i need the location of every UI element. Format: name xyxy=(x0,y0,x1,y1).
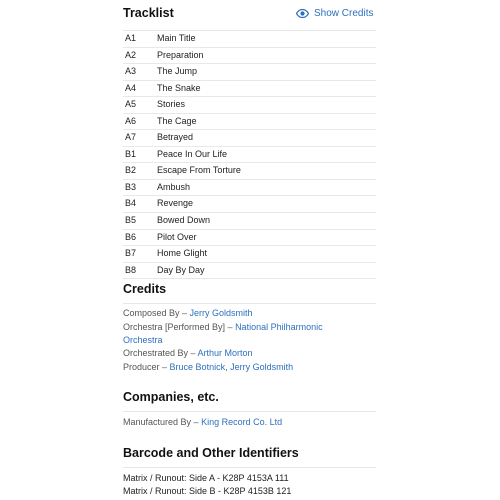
credit-orchestra xyxy=(123,321,383,334)
track-title: Main Title xyxy=(157,33,196,43)
track-title: The Cage xyxy=(157,115,197,126)
track-row xyxy=(123,180,376,197)
credit-composed-by xyxy=(123,307,383,320)
artist-link[interactable]: National Philharmonic xyxy=(235,322,323,332)
credit-orchestrated-by xyxy=(123,347,383,360)
track-row xyxy=(123,196,376,213)
track-position: B3 xyxy=(125,181,137,192)
track-title: Revenge xyxy=(157,198,194,209)
credit-separator: – xyxy=(225,322,236,332)
track-position: A2 xyxy=(125,49,137,60)
company-role: Manufactured By xyxy=(123,417,192,427)
credit-role: Producer xyxy=(123,362,160,372)
artist-comma: , xyxy=(225,362,231,372)
track-position: B5 xyxy=(125,215,137,226)
track-title: The Jump xyxy=(157,66,198,77)
eye-icon xyxy=(296,9,309,18)
track-title: Peace In Our Life xyxy=(157,148,228,159)
track-position: B1 xyxy=(125,148,137,159)
track-position: A6 xyxy=(125,115,137,126)
tracklist-table xyxy=(123,31,376,279)
artist-link[interactable]: Jerry Goldsmith xyxy=(189,308,253,318)
track-title: Stories xyxy=(157,99,186,110)
credits-divider xyxy=(123,303,376,304)
track-title: Escape From Torture xyxy=(157,165,241,176)
company-separator: – xyxy=(191,417,202,427)
track-row xyxy=(123,81,376,98)
identifiers-heading: Barcode and Other Identifiers xyxy=(123,446,299,460)
artist-link[interactable]: Bruce Botnick xyxy=(169,362,226,372)
credit-orchestra-continued xyxy=(123,334,383,347)
company-manufactured-by xyxy=(123,416,383,429)
track-position: B8 xyxy=(125,264,137,275)
track-row xyxy=(123,147,376,164)
identifier-item: Matrix / Runout: Side B - K28P 4153B 121 xyxy=(123,486,292,496)
credit-separator: – xyxy=(179,308,190,318)
companies-heading: Companies, etc. xyxy=(123,390,219,404)
track-row xyxy=(123,48,376,65)
track-row xyxy=(123,64,376,81)
track-row xyxy=(123,97,376,114)
track-position: B6 xyxy=(125,231,137,242)
company-link[interactable]: King Record Co. Ltd xyxy=(201,417,283,427)
track-position: A1 xyxy=(125,33,137,43)
track-row xyxy=(123,163,376,180)
track-position: A3 xyxy=(125,66,137,77)
track-title: Pilot Over xyxy=(157,231,197,242)
track-row xyxy=(123,230,376,247)
track-position: B2 xyxy=(125,165,137,176)
credit-separator: – xyxy=(159,362,170,372)
tracklist-heading: Tracklist xyxy=(123,6,174,20)
credit-producer xyxy=(123,361,383,374)
track-title: Bowed Down xyxy=(157,215,211,226)
track-title: Betrayed xyxy=(157,132,194,143)
track-position: B4 xyxy=(125,198,137,209)
track-row xyxy=(123,130,376,147)
track-title: Day By Day xyxy=(157,264,205,275)
track-title: Ambush xyxy=(157,181,191,192)
credits-heading: Credits xyxy=(123,282,167,296)
artist-link[interactable]: Orchestra xyxy=(123,335,163,345)
track-position: A4 xyxy=(125,82,137,93)
track-row xyxy=(123,213,376,230)
credit-separator: – xyxy=(188,348,198,358)
identifiers-divider xyxy=(123,467,376,468)
artist-link[interactable]: Arthur Morton xyxy=(197,348,253,358)
track-row xyxy=(123,31,376,48)
track-position: A5 xyxy=(125,99,137,110)
credit-role: Orchestrated By xyxy=(123,348,189,358)
track-row xyxy=(123,263,376,280)
show-credits-button[interactable] xyxy=(296,6,373,20)
track-title: Preparation xyxy=(157,49,204,60)
show-credits-label: Show Credits xyxy=(314,7,374,19)
credit-role: Orchestra [Performed By] xyxy=(123,322,226,332)
identifier-item: Matrix / Runout: Side A - K28P 4153A 111 xyxy=(123,473,289,483)
credit-role: Composed By xyxy=(123,308,180,318)
track-row xyxy=(123,114,376,131)
track-row xyxy=(123,246,376,263)
artist-link[interactable]: Jerry Goldsmith xyxy=(230,362,294,372)
track-position: A7 xyxy=(125,132,137,143)
track-title: Home Glight xyxy=(157,248,208,259)
companies-divider xyxy=(123,411,376,412)
track-position: B7 xyxy=(125,248,137,259)
track-title: The Snake xyxy=(157,82,201,93)
